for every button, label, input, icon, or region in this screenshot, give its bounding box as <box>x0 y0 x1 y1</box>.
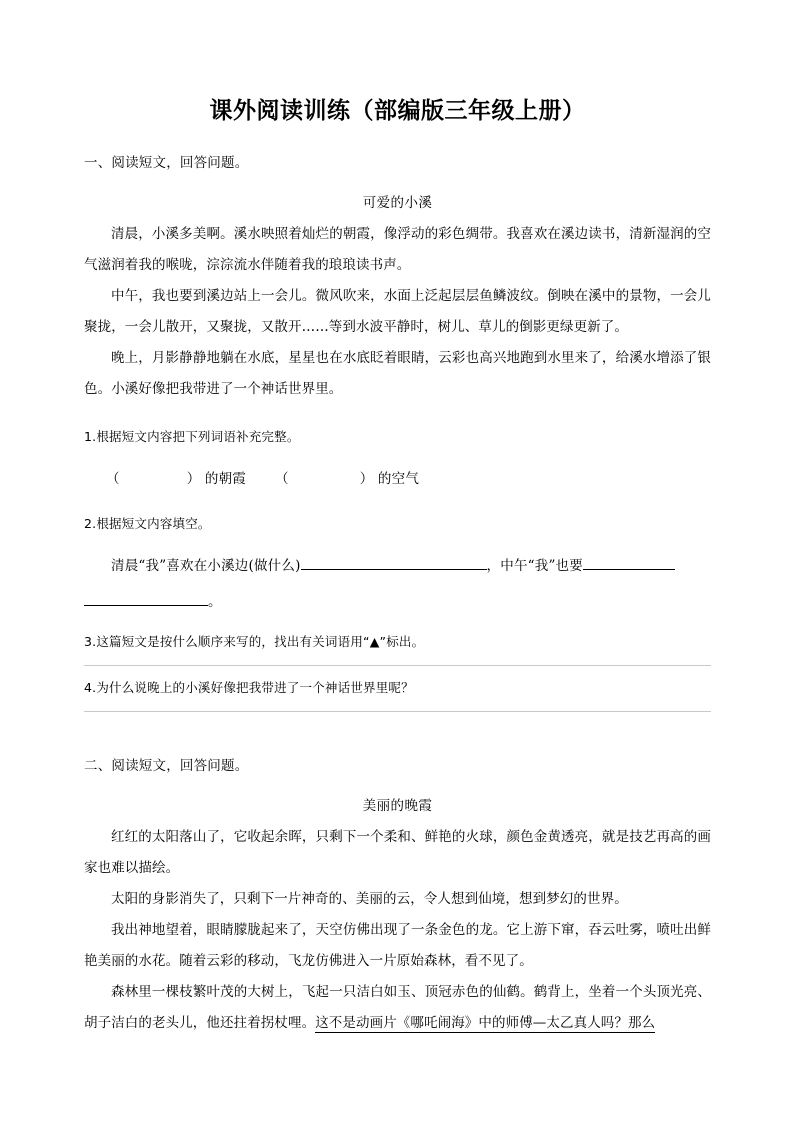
section-2-paragraph-1: 红红的太阳落山了，它收起余晖，只剩下一个柔和、鲜艳的火球，颜色金黄透亮，就是技艺再高的画家也难以描绘。 <box>84 829 711 876</box>
question-2-answer-blank-3[interactable] <box>84 591 208 606</box>
question-2-text-part-2: ，中午“我”也要 <box>486 558 583 574</box>
question-4-prompt: 4.为什么说晚上的小溪好像把我带进了一个神话世界里呢？ <box>84 680 414 695</box>
section-1-paragraph-3: 晚上，月影静静地躺在水底，星星也在水底眨着眼睛，云彩也高兴地跑到水里来了，给溪水增添了银色。小溪好像把我带进了一个神话世界里。 <box>84 350 711 397</box>
question-1-prompt: 1.根据短文内容把下列词语补充完整。 <box>84 429 300 444</box>
question-2-answer-blank-1[interactable] <box>301 555 487 570</box>
blank-1-close-paren: ） <box>186 471 201 487</box>
page-title: 课外阅读训练（部编版三年级上册） <box>209 97 586 124</box>
question-2-fill-in <box>84 548 711 620</box>
blank-2-open-paren: （ <box>275 471 289 487</box>
section-2-paragraph-4 <box>84 977 711 1039</box>
section-2-paragraph-2: 太阳的身影消失了，只剩下一片神奇的、美丽的云，令人想到仙境，想到梦幻的世界。 <box>111 891 628 907</box>
question-2-answer-blank-2[interactable] <box>583 555 675 570</box>
question-2-prompt: 2.根据短文内容填空。 <box>84 516 211 531</box>
question-2-text-part-3: 。 <box>208 594 222 610</box>
question-3-answer-line[interactable] <box>84 665 711 666</box>
section-2-paragraph-4-underlined: 这不是动画片《哪吒闹海》中的师傅—太乙真人吗？那么 <box>315 1015 656 1031</box>
section-1-paragraph-2: 中午，我也要到溪边站上一会儿。微风吹来，水面上泛起层层鱼鳞波纹。倒映在溪中的景物，一会儿聚拢，一会儿散开，又聚拢，又散开……等到水波平静时，树儿、草儿的倒影更绿更新了。 <box>84 288 711 335</box>
section-2-heading: 二、阅读短文，回答问题。 <box>84 758 249 774</box>
section-1-article-title: 可爱的小溪 <box>362 195 433 211</box>
question-1-blank-row <box>84 469 711 489</box>
question-3-prompt: 3.这篇短文是按什么顺序来写的，找出有关词语用“▲”标出。 <box>84 634 425 649</box>
section-2-paragraph-3: 我出神地望着，眼睛朦胧起来了，天空仿佛出现了一条金色的龙。它上游下窜，吞云吐雾，喷吐出鲜艳美丽的水花。随着云彩的移动，飞龙仿佛进入一片原始森林，看不见了。 <box>84 922 711 969</box>
section-2-paragraph-4-plain: 森林里一棵枝繁叶茂的大树上，飞起一只洁白如玉、顶冠赤色的仙鹤。鹤背上，坐着一个头顶光亮、胡子洁白的老头儿，他还拄着拐杖哩。 <box>84 984 711 1031</box>
blank-2-close-paren: ） <box>359 471 374 487</box>
question-4-answer-line[interactable] <box>84 711 711 712</box>
section-1-paragraph-1: 清晨，小溪多美啊。溪水映照着灿烂的朝霞，像浮动的彩色绸带。我喜欢在溪边读书，清新湿润的空气滋润着我的喉咙，淙淙流水伴随着我的琅琅读书声。 <box>84 226 711 273</box>
question-2-text-part-1: 清晨“我”喜欢在小溪边(做什么) <box>111 558 301 574</box>
section-1-heading: 一、阅读短文，回答问题。 <box>84 155 249 171</box>
blank-2-word: 的空气 <box>377 471 420 487</box>
blank-1-word: 的朝霞 <box>204 471 247 487</box>
blank-1-open-paren: （ <box>106 471 120 487</box>
section-2-article-title: 美丽的晚霞 <box>362 798 433 814</box>
